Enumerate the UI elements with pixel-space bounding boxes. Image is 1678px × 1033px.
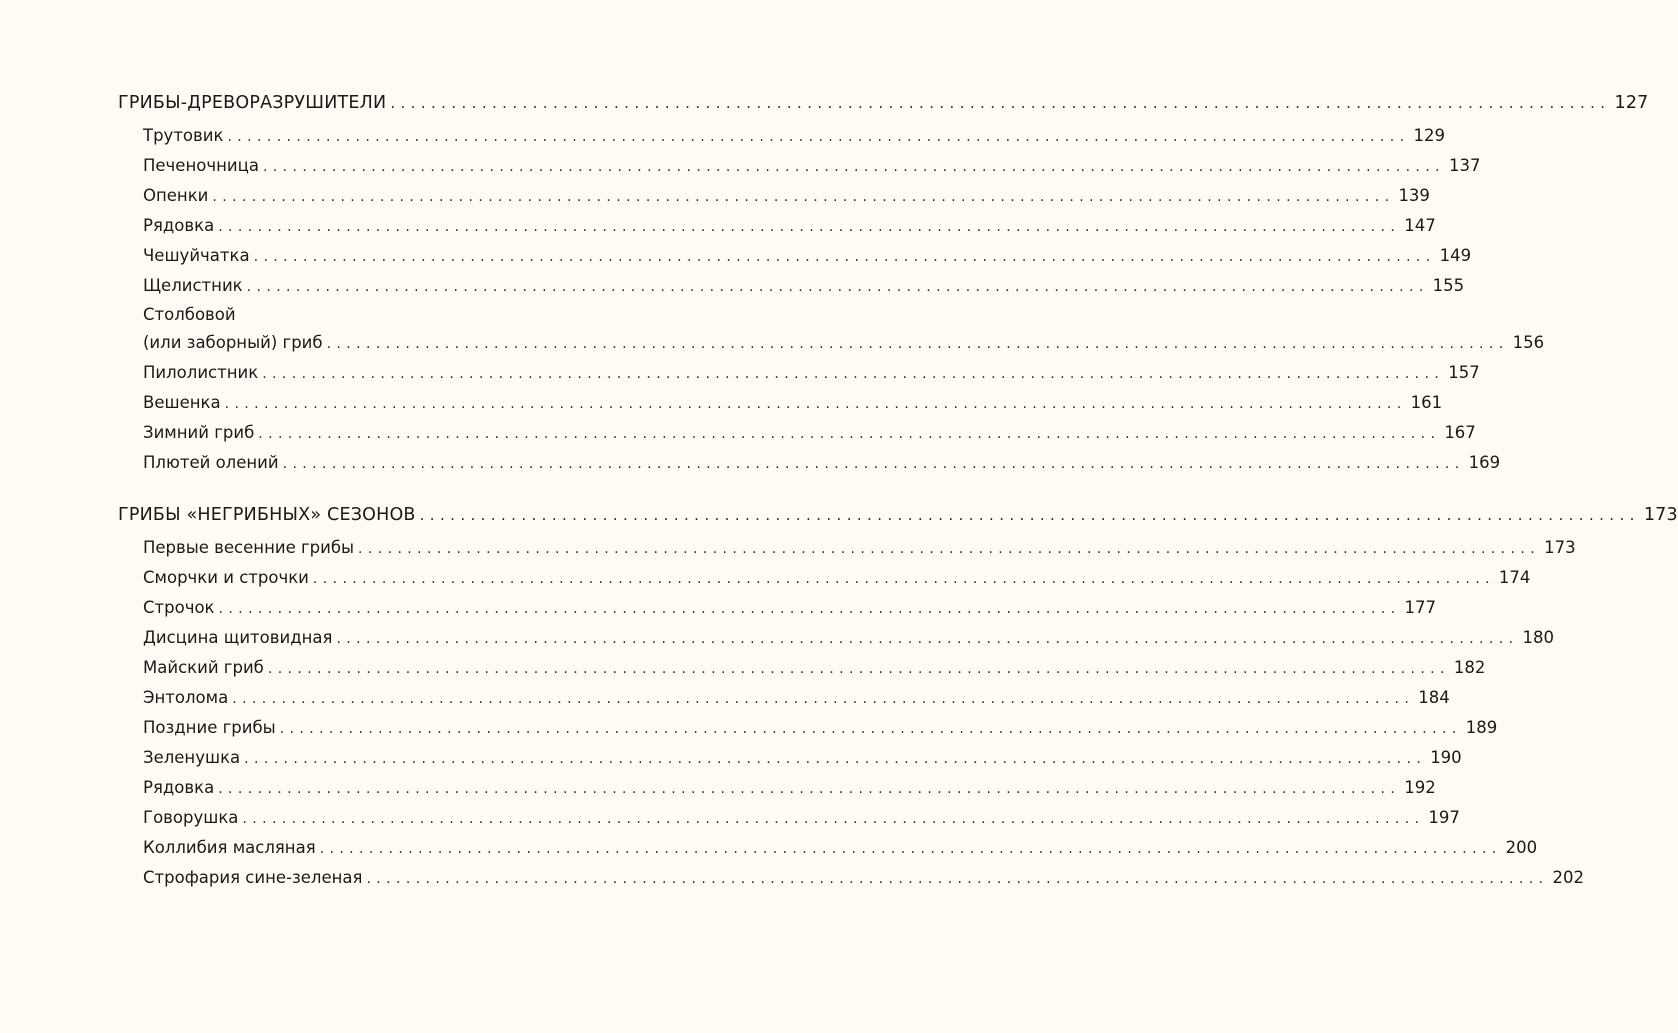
entry-page-number: 189 xyxy=(1465,718,1498,737)
entry-page-number: 167 xyxy=(1444,423,1476,442)
dot-leader: ........................................................................................................................ xyxy=(246,279,1429,295)
dot-leader: ........................................................................................................................ xyxy=(227,129,1410,145)
toc-entry[interactable] xyxy=(118,328,1545,358)
entry-page-number: 190 xyxy=(1430,748,1462,767)
table-of-contents xyxy=(118,86,1678,893)
toc-entry[interactable] xyxy=(118,563,1531,593)
entry-label: Пилолистник xyxy=(143,363,259,382)
entry-label: Трутовик xyxy=(143,126,224,145)
dot-leader: ........................................................................................................................ xyxy=(282,456,1465,472)
entry-page-number: 139 xyxy=(1398,186,1430,205)
entry-page-number: 202 xyxy=(1552,868,1584,887)
toc-entry[interactable] xyxy=(118,623,1554,653)
dot-leader: ........................................................................................................................ xyxy=(218,781,1401,797)
dot-leader: ........................................................................................................................ xyxy=(212,189,1395,205)
entry-page-number: 197 xyxy=(1428,808,1460,827)
entry-label: Строфария сине-зеленая xyxy=(143,868,363,887)
entry-page-number: 137 xyxy=(1448,156,1481,175)
section-page-number: 127 xyxy=(1614,93,1649,113)
toc-entry[interactable] xyxy=(118,863,1584,893)
dot-leader: ........................................................................................................................ xyxy=(279,721,1462,737)
entry-page-number: 177 xyxy=(1404,598,1437,617)
entry-label: Зимний гриб xyxy=(143,423,255,442)
dot-leader: ........................................................................................................................ xyxy=(312,571,1495,587)
toc-section-off-season xyxy=(118,498,1678,893)
toc-entry[interactable] xyxy=(118,713,1498,743)
entry-page-number: 157 xyxy=(1448,363,1480,382)
dot-leader: ........................................................................................................................ xyxy=(242,811,1425,827)
toc-entry[interactable] xyxy=(118,773,1436,803)
entry-label: Рядовка xyxy=(143,778,215,797)
entry-label: Говорушка xyxy=(143,808,239,827)
entry-label: Чешуйчатка xyxy=(143,246,250,265)
dot-leader: ........................................................................................................................ xyxy=(262,159,1445,175)
dot-leader: ........................................................................................................................ xyxy=(336,631,1519,647)
toc-entry[interactable] xyxy=(118,833,1538,863)
entry-page-number: 192 xyxy=(1404,778,1436,797)
dot-leader: ........................................................................................................................ xyxy=(258,426,1441,442)
dot-leader: ........................................................................................................................ xyxy=(319,841,1502,857)
dot-leader: ........................................................................................................................ xyxy=(218,219,1401,235)
section-title: ГРИБЫ-ДРЕВОРАЗРУШИТЕЛИ xyxy=(118,93,387,113)
toc-entry[interactable] xyxy=(118,448,1501,478)
section-heading[interactable] xyxy=(118,86,1649,120)
entry-page-number: 149 xyxy=(1439,246,1472,265)
dot-leader: ........................................................................................................................ xyxy=(244,751,1427,767)
toc-entry[interactable] xyxy=(118,653,1486,683)
toc-section-wood-destroying xyxy=(118,86,1649,478)
entry-label: Сморчки и строчки xyxy=(143,568,309,587)
entry-label: Поздние грибы xyxy=(143,718,276,737)
toc-entry[interactable] xyxy=(118,593,1437,623)
entry-label-line1: Столбовой xyxy=(143,305,236,324)
entry-page-number: 173 xyxy=(1544,538,1576,557)
entry-page-number: 169 xyxy=(1468,453,1501,472)
entry-label: Дисцина щитовидная xyxy=(143,628,333,647)
entry-page-number: 184 xyxy=(1418,688,1450,707)
entry-label: Рядовка xyxy=(143,216,215,235)
dot-leader: ........................................................................................................................ xyxy=(232,691,1415,707)
toc-entry[interactable] xyxy=(118,418,1476,448)
entry-label: Опенки xyxy=(143,186,209,205)
dot-leader: ........................................................................................................................ xyxy=(366,871,1549,887)
toc-entry[interactable] xyxy=(118,533,1576,563)
entry-page-number: 156 xyxy=(1512,333,1545,352)
toc-entry[interactable] xyxy=(118,271,1465,301)
entry-page-number: 161 xyxy=(1410,393,1443,412)
toc-entry[interactable] xyxy=(118,241,1472,271)
dot-leader: ........................................................................................................................ xyxy=(419,506,1640,524)
toc-entry[interactable] xyxy=(118,121,1445,151)
entry-page-number: 129 xyxy=(1413,126,1445,145)
section-title: ГРИБЫ «НЕГРИБНЫХ» СЕЗОНОВ xyxy=(118,505,416,525)
section-page-number: 173 xyxy=(1643,505,1678,525)
entry-page-number: 147 xyxy=(1404,216,1436,235)
entry-label: Майский гриб xyxy=(143,658,264,677)
entry-label: Зеленушка xyxy=(143,748,241,767)
entry-label: Щелистник xyxy=(143,276,243,295)
dot-leader: ........................................................................................................................ xyxy=(262,366,1445,382)
entry-page-number: 180 xyxy=(1522,628,1554,647)
entry-page-number: 155 xyxy=(1432,276,1465,295)
dot-leader: ........................................................................................................................ xyxy=(218,601,1401,617)
entry-label: Плютей олений xyxy=(143,453,279,472)
entry-label: (или заборный) гриб xyxy=(143,333,323,352)
entry-page-number: 182 xyxy=(1453,658,1486,677)
dot-leader: ........................................................................................................................ xyxy=(390,94,1611,112)
entry-page-number: 200 xyxy=(1505,838,1538,857)
toc-entry[interactable] xyxy=(118,181,1430,211)
dot-leader: ........................................................................................................................ xyxy=(326,336,1509,352)
dot-leader: ........................................................................................................................ xyxy=(253,249,1436,265)
entry-label: Коллибия масляная xyxy=(143,838,316,857)
toc-entry[interactable] xyxy=(118,151,1481,181)
entry-label: Первые весенние грибы xyxy=(143,538,355,557)
toc-entry-line1[interactable] xyxy=(118,301,572,328)
toc-entry[interactable] xyxy=(118,358,1480,388)
entry-label: Вешенка xyxy=(143,393,221,412)
toc-entry[interactable] xyxy=(118,211,1436,241)
dot-leader: ........................................................................................................................ xyxy=(267,661,1450,677)
dot-leader: ........................................................................................................................ xyxy=(224,396,1407,412)
entry-page-number: 174 xyxy=(1498,568,1531,587)
toc-entry[interactable] xyxy=(118,683,1450,713)
toc-entry[interactable] xyxy=(118,743,1462,773)
section-heading[interactable] xyxy=(118,498,1678,532)
toc-entry[interactable] xyxy=(118,388,1443,418)
toc-entry[interactable] xyxy=(118,803,1460,833)
dot-leader: ........................................................................................................................ xyxy=(358,541,1541,557)
entry-label: Строчок xyxy=(143,598,215,617)
entry-label: Энтолома xyxy=(143,688,229,707)
entry-label: Печеночница xyxy=(143,156,259,175)
